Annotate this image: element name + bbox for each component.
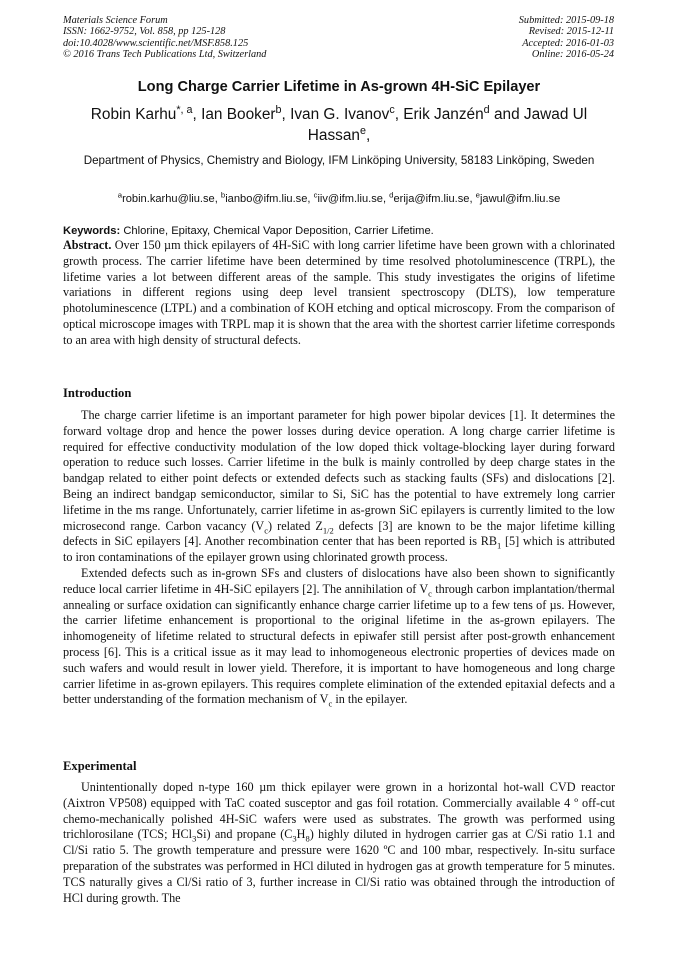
- accepted-date: Accepted: 2016-01-03: [522, 37, 614, 49]
- text-run: in the epilayer.: [332, 692, 408, 707]
- email-address: jawul@ifm.liu.se: [479, 193, 561, 205]
- text-run: Si) and propane (C: [196, 827, 293, 842]
- email-address: ianbo@ifm.liu.se,: [225, 193, 314, 205]
- submitted-date: Submitted: 2015-09-18: [518, 15, 614, 26]
- journal-issn: ISSN: 1662-9752, Vol. 858, pp 125-128: [63, 26, 226, 38]
- experimental-body: [63, 780, 615, 906]
- journal-doi: doi:10.4028/www.scientific.net/MSF.858.125: [63, 37, 249, 49]
- subscript: c: [328, 698, 333, 709]
- author-marker: b: [275, 103, 282, 116]
- text-run: Extended defects such as in-grown SFs and clusters of dislocations have also been shown to significantly reduce local carrier lifetime in 4H-SiC epilayers [2]. The annihilation of V: [63, 565, 615, 596]
- text-run: ) highly diluted in hydrogen carrier gas at C/Si ratio 1.1 and Cl/Si ratio 5. The growth temperature and pressure were 1620 ºC and 100 mbar, respectively. In-situ surface preparation of the substrates was performed in HCl diluted in hydrogen gas at growth temperature for 5 minutes. TCS naturally gives a Cl/Si ratio of 3, further increase in Cl/Si ratio was obtained through the introduction of HCl during growth. The: [63, 827, 615, 905]
- keywords-label: Keywords:: [63, 225, 124, 237]
- email-marker: e: [475, 190, 480, 200]
- journal-copyright: © 2016 Trans Tech Publications Ltd, Switzerland: [63, 49, 267, 61]
- online-date: Online: 2016-05-24: [531, 49, 614, 61]
- experimental-paragraph: [63, 780, 615, 906]
- author-marker: e: [359, 124, 366, 137]
- text-run: [5] which is attributed to iron contaminations of the epilayer grown using chlorinated growth process.: [63, 534, 615, 565]
- subscript: 1: [496, 540, 502, 551]
- introduction-paragraph-2: [63, 566, 615, 708]
- author-name: and Jawad Ul Hassan: [307, 106, 588, 144]
- email-marker: d: [389, 190, 394, 200]
- abstract-text: Over 150 µm thick epilayers of 4H-SiC with long carrier lifetime have been grown with a chlorinated growth process. The carrier lifetime have been determined by time resolved photoluminescence (TRPL), the lifetime varies a lot between different areas of the sample. This study investigates the origins of lifetime variations in different regions using deep level transient spectroscopy (DLTS), low temperature photoluminescence (LTPL) and a combination of KOH etching and optical microscopy. From the comparison of optical microscope images with TRPL map it is shown that the area with the shortest carrier lifetime corresponds to an area with high density of structural defects.: [63, 238, 615, 347]
- email-address: erija@ifm.liu.se,: [393, 193, 476, 205]
- text-run: through carbon implantation/thermal annealing or surface oxidation can significantly enhance charge carrier lifetime up to a few tens of µs. However, the carrier lifetime enhancement is proportional to the original lifetime in the as-grown epilayers. The inhomogeneity of lifetime related to structural defects in epiwafer still persist after post-growth enhancement process [6]. This is a critical issue as it may lead to inhomogeneous electronic properties of devices made on such wafers and would result in lower yield. Therefore, it is important to have homogeneous and long charge carrier lifetime in as-grown epilayers. This requires complete elimination of the extended epitaxial defects and a better understanding of the formation mechanism of V: [63, 581, 615, 707]
- subscript: 3: [292, 833, 297, 844]
- affiliation: Department of Physics, Chemistry and Biology, IFM Linköping University, 58183 Linköping, Sweden: [83, 154, 595, 167]
- subscript: c: [264, 525, 269, 536]
- subscript: 3: [192, 833, 197, 844]
- revised-date: Revised: 2015-12-11: [528, 26, 614, 38]
- author-marker: *, a: [176, 103, 193, 116]
- author-name: , Ian Booker: [192, 106, 276, 123]
- email-marker: c: [313, 190, 318, 200]
- author-list-end: ,: [365, 127, 371, 144]
- subscript: 1/2: [322, 525, 334, 536]
- introduction-paragraph-1: [63, 408, 615, 566]
- abstract: [63, 238, 615, 349]
- subscript: c: [428, 588, 432, 599]
- author-name: Robin Karhu: [90, 106, 177, 123]
- author-emails: [40, 192, 638, 206]
- keywords-text: Chlorine, Epitaxy, Chemical Vapor Deposition, Carrier Lifetime.: [123, 225, 434, 237]
- email-marker: a: [117, 190, 123, 200]
- email-address: robin.karhu@liu.se,: [122, 193, 221, 205]
- journal-info: [63, 15, 266, 61]
- abstract-label: Abstract.: [63, 238, 112, 252]
- email-marker: b: [220, 190, 226, 200]
- experimental-heading: Experimental: [63, 759, 137, 773]
- paper-title: Long Charge Carrier Lifetime in As-grown 4H-SiC Epilayer: [137, 79, 541, 95]
- text-run: Unintentionally doped n-type 160 µm thick epilayer were grown in a horizontal hot-wall CVD reactor (Aixtron VP508) equipped with TaC coated susceptor and gas foil rotation. Commercially available 4 º off-cut chemo-mechanically polished 4H-SiC wafers were used as substrates. The growth was performed using trichlorosilane (TCS; HCl: [63, 780, 615, 842]
- author-name: , Erik Janzén: [394, 106, 484, 123]
- subscript: 8: [305, 833, 310, 844]
- text-run: The charge carrier lifetime is an important parameter for high power bipolar devices [1]. It determines the forward voltage drop and hence the power losses during device operation. A long charge carrier lifetime is required for effective conductivity modulation of the low doped thick voltage-blocking layer during forward operation to reduce such losses. Carrier lifetime in the bulk is mainly controlled by deep charge states in the bandgap related to either point defects or extended defects such as stacking faults (SFs) and dislocations [2]. Being an indirect bandgap semiconductor, similar to Si, SiC has the potential to have extremely long carrier lifetime in the ms range. Unfortunately, carrier lifetime in as-grown SiC epilayers is currently limited to the low microsecond range. Carbon vacancy (V: [63, 408, 615, 533]
- email-address: iiv@ifm.liu.se,: [317, 193, 390, 205]
- author-list: [66, 104, 612, 146]
- introduction-heading: Introduction: [63, 386, 132, 400]
- text-run: ) related Z: [268, 518, 323, 533]
- author-marker: c: [389, 103, 395, 116]
- author-name: , Ivan G. Ivanov: [281, 106, 390, 123]
- author-marker: d: [483, 103, 490, 116]
- text-run: H: [296, 827, 306, 842]
- introduction-body: [63, 408, 615, 708]
- abstract-paragraph: [63, 238, 615, 349]
- keywords: [63, 224, 615, 238]
- journal-name: Materials Science Forum: [63, 15, 168, 26]
- text-run: defects [3] are known to be the major lifetime killing defects in SiC epilayers [4]. Another recombination center that has been reported is RB: [63, 518, 616, 549]
- submission-dates: [519, 15, 614, 61]
